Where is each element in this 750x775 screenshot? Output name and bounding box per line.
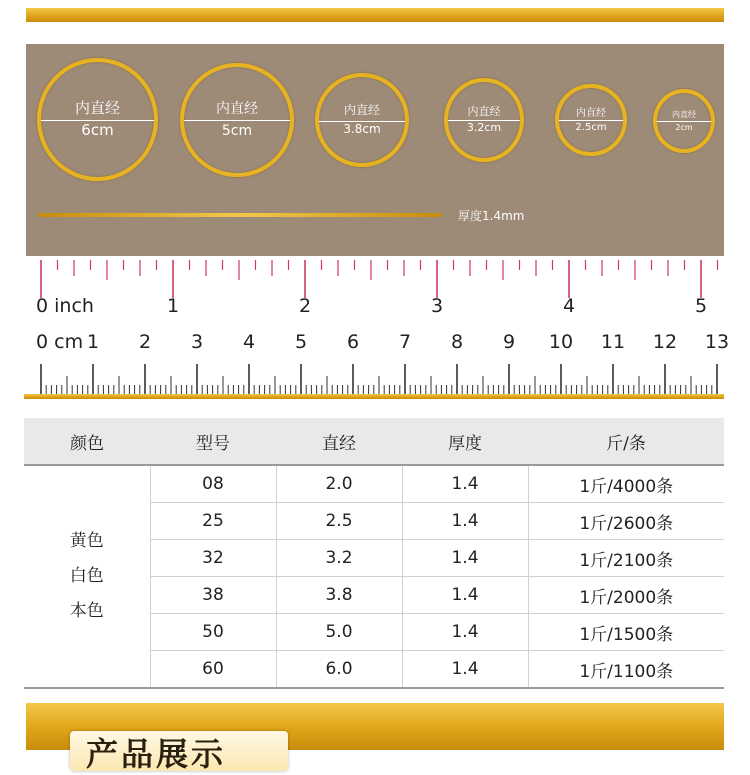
thickness-label: 厚度1.4mm [458,209,525,223]
cm-number: 5 [294,331,308,353]
cell-per-jin: 1斤/1500条 [528,614,724,651]
cm-number: 6 [346,331,360,353]
ring-size: 5cm [221,123,253,139]
cm-number: 3 [190,331,204,353]
cell-thickness: 1.4 [402,577,528,614]
diameter-line [559,120,623,121]
cm-number: 11 [600,331,626,353]
cell-thickness: 1.4 [402,465,528,503]
cm-number: 2 [138,331,152,353]
ruler [24,256,730,397]
cell-per-jin: 1斤/1100条 [528,651,724,689]
ring-3-2cm [444,78,524,162]
ring-size: 6cm [81,121,114,139]
cell-model: 32 [150,540,276,577]
cell-model: 50 [150,614,276,651]
ring-2cm [653,89,715,153]
ring-size: 2.5cm [575,122,607,133]
cell-thickness: 1.4 [402,651,528,689]
ruler-graphic [24,256,730,397]
ring-label: 内直经 [467,105,501,118]
diameter-line [657,121,711,122]
ring-3-8cm [315,73,409,167]
cell-diameter: 2.5 [276,503,402,540]
cm-unit-label: 0 cm [36,331,84,353]
cm-number: 4 [242,331,256,353]
product-display-banner [26,703,724,773]
inch-ticks [41,260,718,298]
color-white: 白色 [69,566,104,586]
cell-thickness: 1.4 [402,614,528,651]
cell-diameter: 3.2 [276,540,402,577]
ring-2-5cm [555,84,627,156]
cm-number: 7 [398,331,412,353]
cell-per-jin: 1斤/4000条 [528,465,724,503]
cell-diameter: 6.0 [276,651,402,689]
cell-diameter: 2.0 [276,465,402,503]
cm-number: 9 [502,331,516,353]
cell-model: 08 [150,465,276,503]
ring-size: 3.2cm [466,121,502,134]
header-per-jin: 斤/条 [528,418,724,465]
ring-size-panel [26,44,724,256]
cm-number: 10 [548,331,574,353]
ring-label: 内直经 [672,110,696,119]
inch-number: 4 [562,295,576,317]
header-model: 型号 [150,418,276,465]
cm-number: 13 [704,331,730,353]
banner-title: 产品展示 [86,735,227,773]
cm-number: 1 [86,331,100,353]
header-diameter: 直经 [276,418,402,465]
cm-number: 12 [652,331,678,353]
header-thickness: 厚度 [402,418,528,465]
header-color: 颜色 [24,418,150,465]
diameter-line [184,120,290,121]
cell-model: 25 [150,503,276,540]
ring-label: 内直经 [576,108,606,119]
cm-number: 8 [450,331,464,353]
inch-unit-label: 0 inch [36,295,94,317]
inch-number: 3 [430,295,444,317]
top-gold-bar [26,8,724,22]
cell-model: 60 [150,651,276,689]
color-natural: 本色 [69,601,104,621]
color-yellow: 黄色 [69,531,104,551]
ring-label: 内直经 [74,99,120,117]
color-cell [24,465,150,688]
inch-number: 5 [694,295,708,317]
cm-ticks [41,364,717,394]
cell-per-jin: 1斤/2600条 [528,503,724,540]
inch-number: 1 [166,295,180,317]
cell-per-jin: 1斤/2000条 [528,577,724,614]
cell-model: 38 [150,577,276,614]
ring-label: 内直经 [216,101,258,117]
cell-thickness: 1.4 [402,540,528,577]
cell-diameter: 3.8 [276,577,402,614]
ring-5cm [180,63,294,177]
ring-6cm [37,58,158,181]
ring-size: 2cm [675,123,693,132]
thickness-line [38,213,442,217]
cell-per-jin: 1斤/2100条 [528,540,724,577]
cell-diameter: 5.0 [276,614,402,651]
cell-thickness: 1.4 [402,503,528,540]
ring-label: 内直经 [343,103,380,117]
ruler-gold-bar [24,394,724,399]
spec-table [24,418,724,689]
table-row [24,465,724,503]
table-header-row [24,418,724,465]
ring-size: 3.8cm [343,122,381,136]
inch-number: 2 [298,295,312,317]
